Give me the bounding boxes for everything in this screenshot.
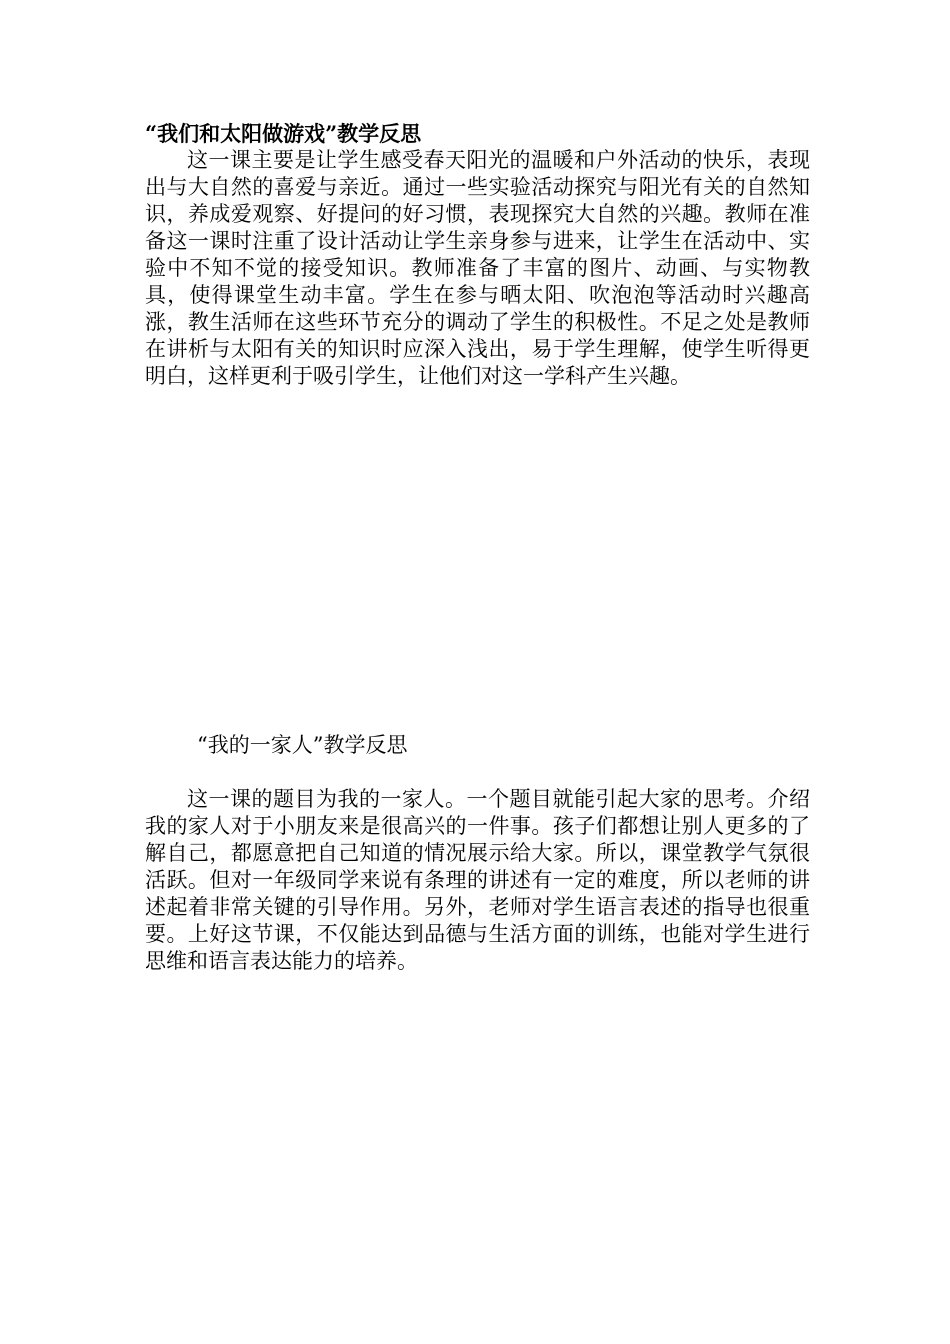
section-title: “我的一家人”教学反思 [197, 733, 408, 757]
section-my-family [145, 732, 810, 975]
section-title: “我们和太阳做游戏”教学反思 [145, 121, 422, 146]
section-sun-games [145, 120, 810, 390]
section-body: 这一课主要是让学生感受春天阳光的温暖和户外活动的快乐，表现出与大自然的喜爱与亲近。通过一些实验活动探究与阳光有关的自然知识，养成爱观察、好提问的好习惯，表现探究大自然的兴趣。教师在准备这一课时注重了设计活动让学生亲身参与进来，让学生在活动中、实验中不知不觉的接受知识。教师准备了丰富的图片、动画、与实物教具，使得课堂生动丰富。学生在参与晒太阳、吹泡泡等活动时兴趣高涨，教生活师在这些环节充分的调动了学生的积极性。不足之处是教师在讲析与太阳有关的知识时应深入浅出，易于学生理解，使学生听得更明白，这样更利于吸引学生，让他们对这一学科产生兴趣。 [145, 148, 810, 388]
section-body: 这一课的题目为我的一家人。一个题目就能引起大家的思考。介绍我的家人对于小朋友来是很高兴的一件事。孩子们都想让别人更多的了解自己，都愿意把自己知道的情况展示给大家。所以，课堂教学气氛很活跃。但对一年级同学来说有条理的讲述有一定的难度，所以老师的讲述起着非常关键的引导作用。另外，老师对学生语言表述的指导也很重要。上好这节课，不仅能达到品德与生活方面的训练，也能对学生进行思维和语言表达能力的培养。 [145, 787, 810, 973]
